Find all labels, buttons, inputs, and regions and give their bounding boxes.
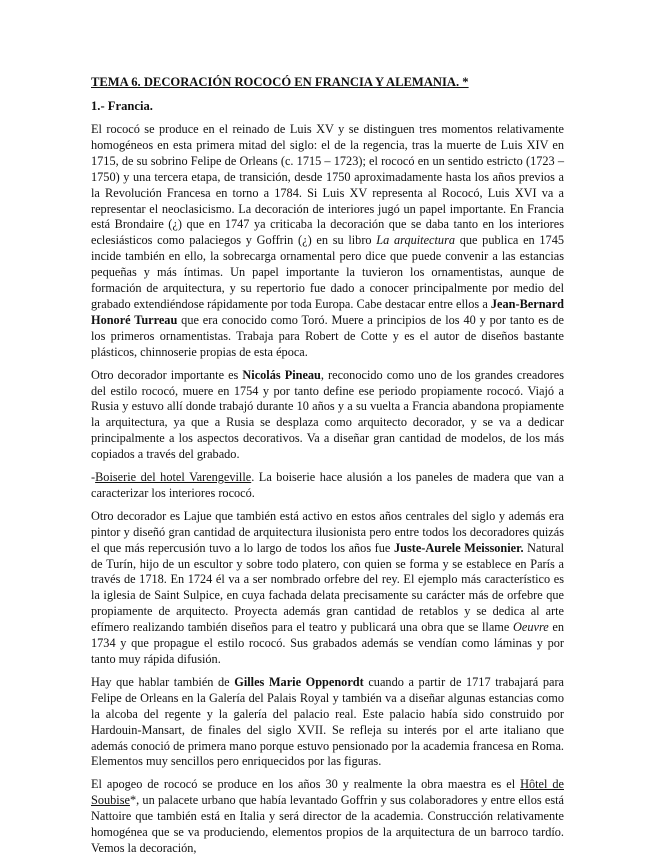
name-oppenordt: Gilles Marie Oppenordt: [234, 674, 364, 689]
name-pineau: Nicolás Pineau: [242, 367, 321, 382]
paragraph-2: Otro decorador importante es Nicolás Pineau, reconocido como uno de los grandes creadores del estilo rococó, muere en 1754 y por tanto define ese periodo propiamente rococó. Viajó a Rusia y estuvo allí donde trabajó durante 10 años y a su vuelta a Francia abandona propiamente la arquitectura, ya que a Rusia se desplaza como arquitecto decorador, y se va a dedicar principalmente a los aspectos decorativos. Va a diseñar gran cantidad de modelos, de los más copiados a través del grabado.: [91, 367, 564, 462]
paragraph-3: -Boiserie del hotel Varengeville. La boiserie hace alusión a los paneles de madera que van a caracterizar los interiores rococó.: [91, 470, 564, 500]
book-title-la-arquitectura: La arquitectura: [376, 233, 455, 248]
paragraph-4: Otro decorador es Lajue que también está activo en estos años centrales del siglo y además era pintor y diseñó gran cantidad de arquitectura ilusionista pero entre todos los decoradores quizás el que más repercusión tuvo a lo largo de todos los años fue Juste-Aurele Meissonier. Natural de Turín, hijo de un escultor y sobre todo platero, con quien se forma y se establece en París a través de 1718. En 1724 él va a ser nombrado orfebre del rey. El ejemplo más característico es la iglesia de Saint Sulpice, en cuya fachada delata precisamente su carácter más de orfebre que propiamente de arquitecto. Proyecta además gran cantidad de retablos y se dedica al arte efímero realizando también diseños para el teatro y publicará una obra que se llame Oeuvre en 1734 y que propague el estilo rococó. Sus grabados además se vendían como láminas y por tanto muy rápida difusión.: [91, 508, 564, 666]
name-turreau: Jean-Bernard Honoré Turreau: [91, 296, 564, 327]
book-title-oeuvre: Oeuvre: [513, 620, 549, 635]
paragraph-1: El rococó se produce en el reinado de Luis XV y se distinguen tres momentos relativamente homogéneos en esta primera mitad del siglo: el de la regencia, tras la muerte de Luis XIV en 1715, de su sobrino Felipe de Orleans (c. 1715 – 1723); el rococó en un sentido estricto (1723 – 1750) y una tercera etapa, de transición, desde 1750 aproximadamente hasta los años previos a la Revolución Francesa en torno a 1784. Si Luis XV representa al Rococó, Luis XVI va a representar el neoclasicismo. La decoración de interiores jugó un papel importante. En Francia está Brondaire (¿) que en 1747 ya criticaba la decoración que se daba tanto en los interiores eclesiásticos como palaciegos y Goffrin (¿) en su libro La arquitectura que publica en 1745 incide también en ello, la sobrecarga ornamental pero dice que puede convenir a las estancias pequeñas y más íntimas. Un papel importante la tuvieron los ornamentistas, aunque de formación de arquitectura, y su repertorio fue dado a conocer principalmente por medio del grabado extendiéndose rápidamente por toda Europa. Cabe destacar entre ellos a Jean-Bernard Honoré Turreau que era conocido como Toró. Muere a principios de los 40 y por tanto es de los primeros ornamentistas. Trabaja para Robert de Cotte y es el autor de diseños bastante plásticos, chinnoserie propias de esta época.: [91, 122, 564, 359]
paragraph-6: El apogeo de rococó se produce en los años 30 y realmente la obra maestra es el Hôtel de Soubise*, un palacete urbano que había levantado Goffrin y sus colaboradores y entre ellos está Nattoire que también está en Italia y será director de la academia. Construcción relativamente homogénea que se va produciendo, elementos propios de la arquitectura de un barroco tardío. Vemos la decoración,: [91, 777, 564, 855]
name-meissonier: Juste-Aurele Meissonier.: [393, 540, 524, 555]
document-title: TEMA 6. DECORACIÓN ROCOCÓ EN FRANCIA Y ALEMANIA. *: [91, 75, 469, 89]
work-hotel-soubise: Hôtel de Soubise: [91, 777, 564, 808]
paragraph-5: Hay que hablar también de Gilles Marie Oppenordt cuando a partir de 1717 trabajará para Felipe de Orleans en la Galería del Palais Royal y también va a diseñar algunas estancias como la alcoba del regente y la galería del palacio real. Este palacio había sido construido por Hardouin-Mansart, de finales del siglo XVII. Se refleja su interés por el arte italiano que además conoció de primera mano porque estuvo pensionado por la academia francesa en Roma. Elementos muy sencillos pero enriquecidos por las figuras.: [91, 674, 565, 769]
work-boiserie-varengeville: Boiserie del hotel Varengeville: [95, 470, 252, 485]
section-heading-francia: 1.- Francia.: [91, 99, 153, 113]
